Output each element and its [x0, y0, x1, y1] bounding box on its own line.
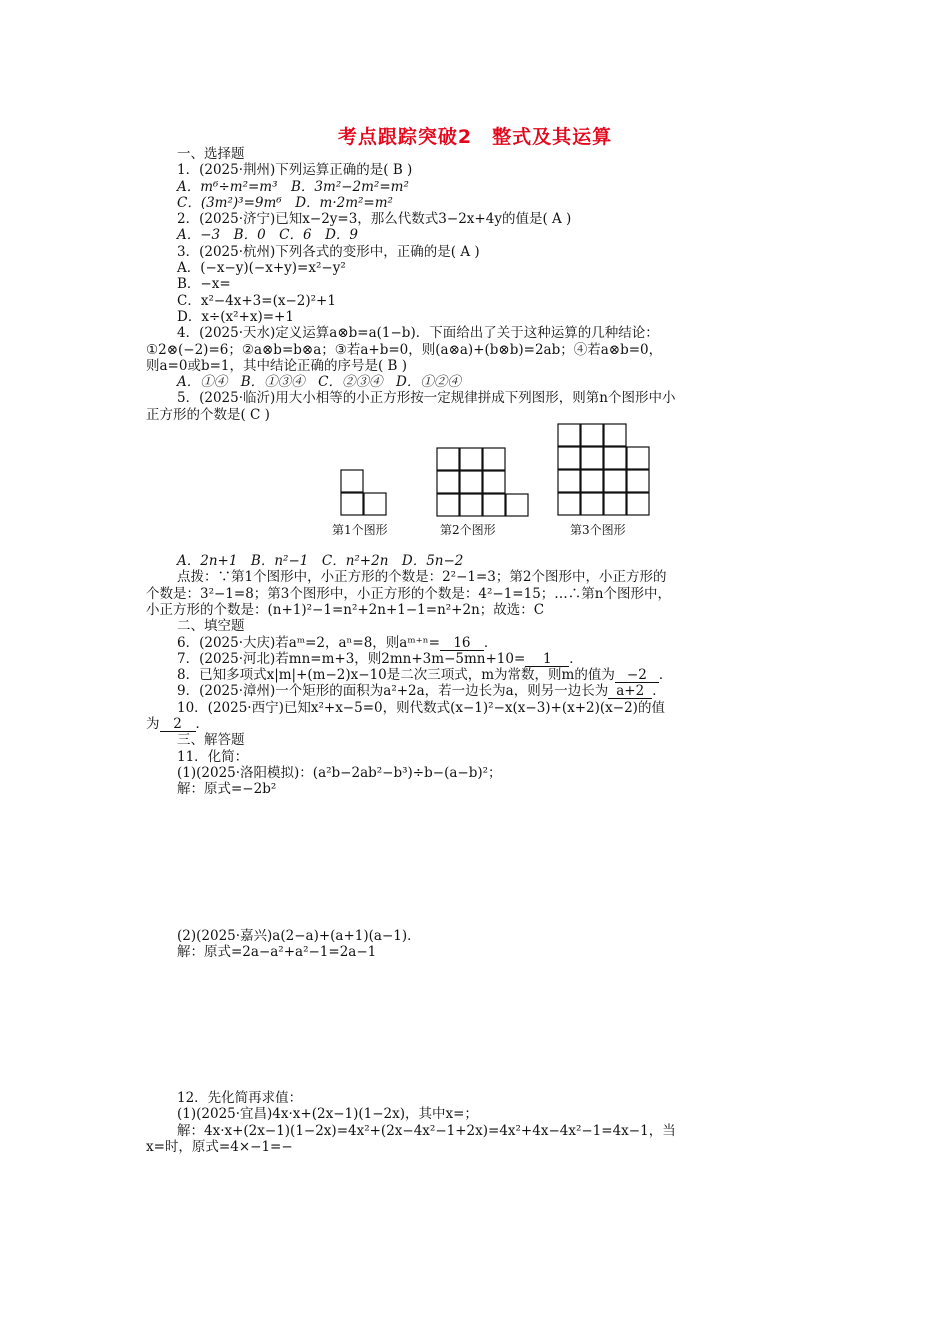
answer-blank: a+2: [608, 684, 652, 699]
question-5-options: A．2n+1 B．n²−1 C．n²+2n D．5n−2: [177, 553, 464, 570]
question-11-solution-1: 解：原式=−2b²: [177, 781, 277, 798]
question-3-option-d: D．x÷(x²+x)=+1: [177, 308, 294, 325]
question-4-line-2: ①2⊗(−2)=6；②a⊗b=b⊗a；③若a+b=0，则(a⊗a)+(b⊗b)=2ab；④若a⊗b=0，: [146, 341, 663, 358]
question-11-part-1: (1)(2025·洛阳模拟)：(a²b−2ab²−b³)÷b−(a−b)²；: [177, 764, 502, 781]
question-1-stem: 1．(2025·荆州)下列运算正确的是( B ): [177, 162, 413, 179]
question-11-stem: 11．化简：: [177, 748, 249, 765]
work-space: [146, 960, 806, 1090]
question-3-option-b: B．−x=: [177, 276, 231, 293]
question-12-stem: 12．先化简再求值：: [177, 1090, 303, 1107]
question-11-solution-2: 解：原式=2a−a²+a²−1=2a−1: [177, 943, 377, 960]
figure-1-squares: [340, 469, 388, 517]
question-3-option-c: C．x²−4x+3=(x−2)²+1: [177, 292, 336, 309]
question-4-options: A．①④ B．①③④ C．②③④ D．①②④: [177, 374, 461, 391]
figure-2-caption: 第2个图形: [440, 523, 496, 538]
question-5-hint-line-3: 小正方形的个数是：(n+1)²−1=n²+2n+1−1=n²+2n；故选：C: [146, 601, 545, 618]
answer-blank: 16: [440, 636, 484, 651]
worksheet-body: [146, 146, 806, 1155]
question-4-line-1: 4．(2025·天水)定义运算a⊗b=a(1−b)．下面给出了关于这种运算的几种结论：: [177, 325, 659, 342]
question-2-stem: 2．(2025·济宁)已知x−2y=3，那么代数式3−2x+4y的值是( A ): [177, 211, 572, 228]
question-12-solution-line-1: 解：4x·x+(2x−1)(1−2x)=4x²+(2x−4x²−1+2x)=4x²+4x−4x²−1=4x−1，当: [177, 1122, 676, 1139]
question-10-line-2: 为 2 ．: [146, 716, 209, 733]
question-4-line-3: 则a=0或b=1，其中结论正确的序号是( B ): [146, 357, 408, 374]
question-12-solution-line-2: x=时，原式=4×−1=−: [146, 1138, 293, 1155]
question-5-line-2: 正方形的个数是( C ): [146, 406, 270, 423]
question-7: 7．(2025·河北)若mn=m+3，则2mn+3m−5mn+10= 1 ．: [177, 650, 583, 667]
question-11-part-2: (2)(2025·嘉兴)a(2−a)+(a+1)(a−1)．: [177, 927, 421, 944]
question-1-options-ab: A．m⁶÷m²=m³ B．3m²−2m²=m²: [177, 178, 409, 195]
question-9: 9．(2025·漳州)一个矩形的面积为a²+2a，若一边长为a，则另一边长为 a+2 ．: [177, 683, 666, 700]
section-heading-solve: 三、解答题: [177, 732, 245, 749]
figure-2-squares: [436, 447, 530, 518]
question-3-stem: 3．(2025·杭州)下列各式的变形中，正确的是( A ): [177, 243, 480, 260]
question-5-hint-line-2: 个数是：3²−1=8；第3个图形中，小正方形的个数是：4²−1=15；…∴第n个图形中，: [146, 585, 671, 602]
question-3-option-a: A．(−x−y)(−x+y)=x²−y²: [177, 260, 346, 277]
figure-1-caption: 第1个图形: [332, 523, 388, 538]
question-6: 6．(2025·大庆)若aᵐ=2，aⁿ=8，则aᵐ⁺ⁿ= 16 ．: [177, 634, 498, 651]
figure-3-squares: [557, 423, 651, 517]
question-5-line-1: 5．(2025·临沂)用大小相等的小正方形按一定规律拼成下列图形，则第n个图形中小: [177, 390, 676, 407]
section-heading-fill: 二、填空题: [177, 618, 245, 635]
section-heading-choice: 一、选择题: [177, 146, 245, 162]
question-2-options: A．−3 B．0 C．6 D．9: [177, 227, 358, 244]
answer-blank: 1: [525, 652, 569, 667]
question-8: 8．已知多项式x|m|+(m−2)x−10是二次三项式，m为常数，则m的值为 −2 ．: [177, 667, 673, 684]
square-pattern-figures: [146, 423, 806, 553]
answer-blank: −2: [615, 668, 659, 683]
work-space: [146, 798, 806, 928]
question-10-line-1: 10．(2025·西宁)已知x²+x−5=0，则代数式(x−1)²−x(x−3)+(x+2)(x−2)的值: [177, 699, 665, 716]
page-title: 考点跟踪突破2 整式及其运算: [337, 126, 613, 148]
figure-3-caption: 第3个图形: [570, 523, 626, 538]
question-1-options-cd: C．(3m²)³=9m⁶ D．m·2m²=m²: [177, 194, 393, 211]
answer-blank: 2: [160, 717, 196, 732]
question-5-hint-line-1: 点拨：∵第1个图形中，小正方形的个数是：2²−1=3；第2个图形中，小正方形的: [177, 569, 667, 586]
question-12-part-1: (1)(2025·宜昌)4x·x+(2x−1)(1−2x)，其中x=；: [177, 1106, 478, 1123]
